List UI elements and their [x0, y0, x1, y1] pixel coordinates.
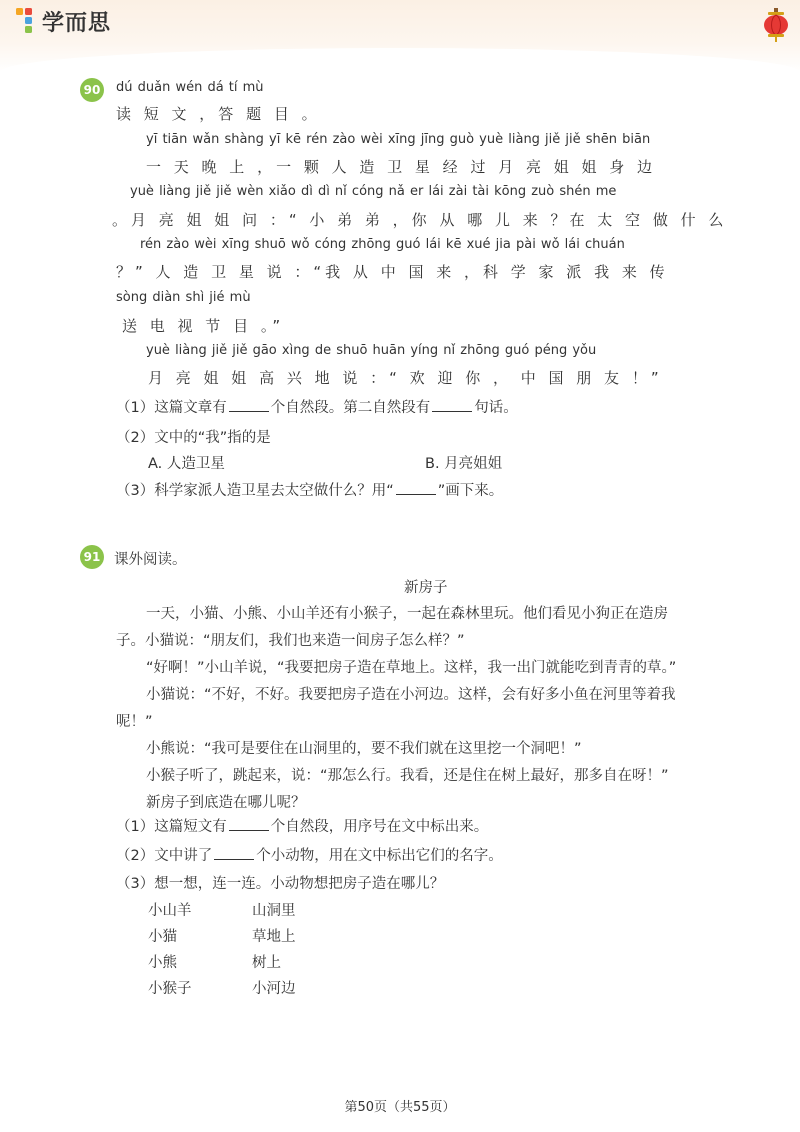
- q90-pinyin-line: yuè liàng jiě jiě gāo xìng de shuō huān yíng nǐ zhōng guó péng yǒu: [146, 343, 597, 358]
- animal-item[interactable]: 小熊: [148, 955, 177, 971]
- story-paragraph: 子。小猫说：“朋友们，我们也来造一间房子怎么样？”: [116, 633, 465, 649]
- animal-item[interactable]: 小山羊: [148, 903, 192, 919]
- story-paragraph: 新房子到底造在哪儿呢？: [146, 795, 306, 811]
- q90-subquestion-3: （3）科学家派人造卫星去太空做什么？用“ ”画下来。: [116, 483, 504, 499]
- q90-pinyin-line: sòng diàn shì jié mù: [116, 290, 251, 305]
- page-number: 第50页（共55页）: [344, 1100, 456, 1115]
- answer-blank[interactable]: [214, 847, 254, 860]
- answer-blank[interactable]: [229, 818, 269, 831]
- answer-blank[interactable]: [396, 482, 436, 495]
- q90-text-line: 一 天 晚 上 ，一 颗 人 造 卫 星 经 过 月 亮 姐 姐 身 边: [146, 158, 657, 176]
- q90-pinyin-line: yuè liàng jiě jiě wèn xiǎo dì dì nǐ cóng nǎ er lái zài tài kōng zuò shén me: [130, 184, 617, 199]
- q91-subquestion-2: （2）文中讲了 个小动物，用在文中标出它们的名字。: [116, 848, 503, 864]
- place-item[interactable]: 小河边: [252, 981, 296, 997]
- brand-mark-icon: [14, 6, 40, 36]
- q90-option-b[interactable]: B. 月亮姐姐: [425, 456, 503, 472]
- story-paragraph: 小熊说：“我可是要住在山洞里的，要不我们就在这里挖一个洞吧！”: [146, 741, 582, 757]
- story-title: 新房子: [404, 580, 448, 596]
- story-paragraph: 小猫说：“不好，不好。我要把房子造在小河边。这样，会有好多小鱼在河里等着我: [146, 687, 676, 703]
- place-item[interactable]: 树上: [252, 955, 281, 971]
- q90-text-line: 。月 亮 姐 姐 问 ：“ 小 弟 弟 ，你 从 哪 儿 来 ？在 太 空 做 什 么: [112, 211, 728, 229]
- q90-title-pinyin: dú duǎn wén dá tí mù: [116, 80, 264, 95]
- q91-subquestion-1: （1）这篇短文有 个自然段，用序号在文中标出来。: [116, 819, 489, 835]
- q91-title: 课外阅读。: [114, 552, 187, 568]
- answer-blank[interactable]: [229, 399, 269, 412]
- brand-logo: [14, 6, 111, 36]
- story-paragraph: 小猴子听了，跳起来，说：“那怎么行。我看，还是住在树上最好，那多自在呀！”: [146, 768, 669, 784]
- story-paragraph: 呢！”: [116, 714, 153, 730]
- page-header: [0, 0, 800, 72]
- animal-item[interactable]: 小猫: [148, 929, 177, 945]
- q90-subquestion-1: （1）这篇文章有 个自然段。第二自然段有 句话。: [116, 400, 518, 416]
- q90-text-line: 月 亮 姐 姐 高 兴 地 说 ：“ 欢 迎 你 ， 中 国 朋 友 ！”: [148, 369, 663, 387]
- q91-subquestion-3: （3）想一想，连一连。小动物想把房子造在哪儿？: [116, 876, 445, 892]
- place-item[interactable]: 草地上: [252, 929, 296, 945]
- q90-pinyin-line: rén zào wèi xīng shuō wǒ cóng zhōng guó lái kē xué jia pài wǒ lái chuán: [140, 237, 625, 252]
- brand-name: 学而思: [42, 10, 112, 36]
- story-paragraph: 一天，小猫、小熊、小山羊还有小猴子，一起在森林里玩。他们看见小狗正在造房: [146, 606, 668, 622]
- question-number-badge: 90: [80, 78, 104, 102]
- animal-item[interactable]: 小猴子: [148, 981, 192, 997]
- q90-text-line: 送 电 视 节 目 。”: [122, 317, 285, 335]
- q90-option-a[interactable]: A. 人造卫星: [148, 456, 225, 472]
- q90-text-line: ？” 人 造 卫 星 说 ：“我 从 中 国 来 ，科 学 家 派 我 来 传: [116, 263, 669, 281]
- question-number-badge: 91: [80, 545, 104, 569]
- answer-blank[interactable]: [432, 399, 472, 412]
- q90-pinyin-line: yī tiān wǎn shàng yī kē rén zào wèi xīng jīng guò yuè liàng jiě jiě shēn biān: [146, 132, 651, 147]
- story-paragraph: “好啊！”小山羊说，“我要把房子造在草地上。这样，我一出门就能吃到青青的草。”: [146, 660, 677, 676]
- q90-title: 读 短 文 ，答 题 目 。: [116, 105, 321, 123]
- lantern-icon: [762, 8, 790, 42]
- place-item[interactable]: 山洞里: [252, 903, 296, 919]
- q90-subquestion-2: （2）文中的“我”指的是: [116, 430, 271, 446]
